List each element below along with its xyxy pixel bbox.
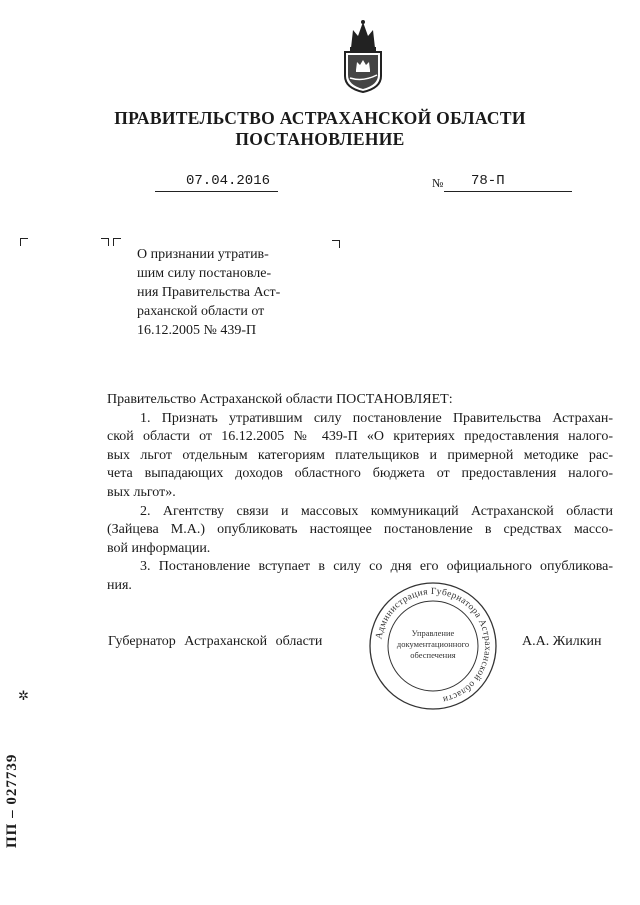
stamp-center-line: документационного [396,639,470,649]
number-underline [444,191,572,192]
side-registration-code: ПП – 027739 [4,753,20,848]
body-line: вых льгот отдельным категориям плательщиков и примерной методике рас- [107,447,613,463]
body-line: 3. Постановление вступает в силу со дня его официального опубликова- [140,559,613,575]
signatory-name: А.А. Жилкин [522,634,602,649]
body-line: чета выпадающих доходов областного бюджета от предоставления налого- [107,466,613,482]
coat-of-arms-emblem [337,18,389,94]
corner-mark-top-left-b [113,238,121,246]
signatory-position: Губернатор Астраханской области [108,634,323,649]
body-intro: Правительство Астраханской области ПОСТАНОВЛЯЕТ: [107,392,453,407]
stamp-center-line: обеспечения [410,650,456,660]
corner-mark-top-right-b [332,240,340,248]
stamp-center-line: Управление [411,628,455,638]
body-line: (Зайцева М.А.) опубликовать настоящее постановление в средствах массо- [107,522,613,538]
body-line: вой информации. [107,540,211,556]
subject-line: раханской области от [137,304,265,319]
body-line: 1. Признать утратившим силу постановление Правительства Астрахан- [140,410,613,426]
document-number: 78-П [471,173,505,189]
subject-line: О признании утратив- [137,247,269,262]
corner-mark-top-left [20,238,28,246]
document-subject [137,245,327,340]
subject-line: 16.12.2005 № 439-П [137,323,257,338]
doc-type-title: ПОСТАНОВЛЕНИЕ [235,129,405,149]
subject-line: шим силу постановле- [137,266,272,281]
number-sign: № [432,176,444,190]
date-underline [155,191,278,192]
official-stamp [367,580,499,712]
body-line: 2. Агентству связи и массовых коммуникаций Астраханской области [140,503,613,519]
side-symbol: ✲ [18,688,29,703]
corner-mark-top-right-a [101,238,109,246]
subject-line: ния Правительства Аст- [137,285,281,300]
body-line: вых льгот». [107,484,176,500]
document-body [107,391,613,596]
body-line: ния. [107,577,132,593]
org-name: ПРАВИТЕЛЬСТВО АСТРАХАНСКОЙ ОБЛАСТИ [114,108,526,128]
document-date: 07.04.2016 [186,173,271,189]
body-line: ской области от 16.12.2005 № 439-П «О критериях предоставления налого- [107,429,613,445]
stamp-ring-text: Администрация Губернатора Астраханской области [374,586,493,705]
